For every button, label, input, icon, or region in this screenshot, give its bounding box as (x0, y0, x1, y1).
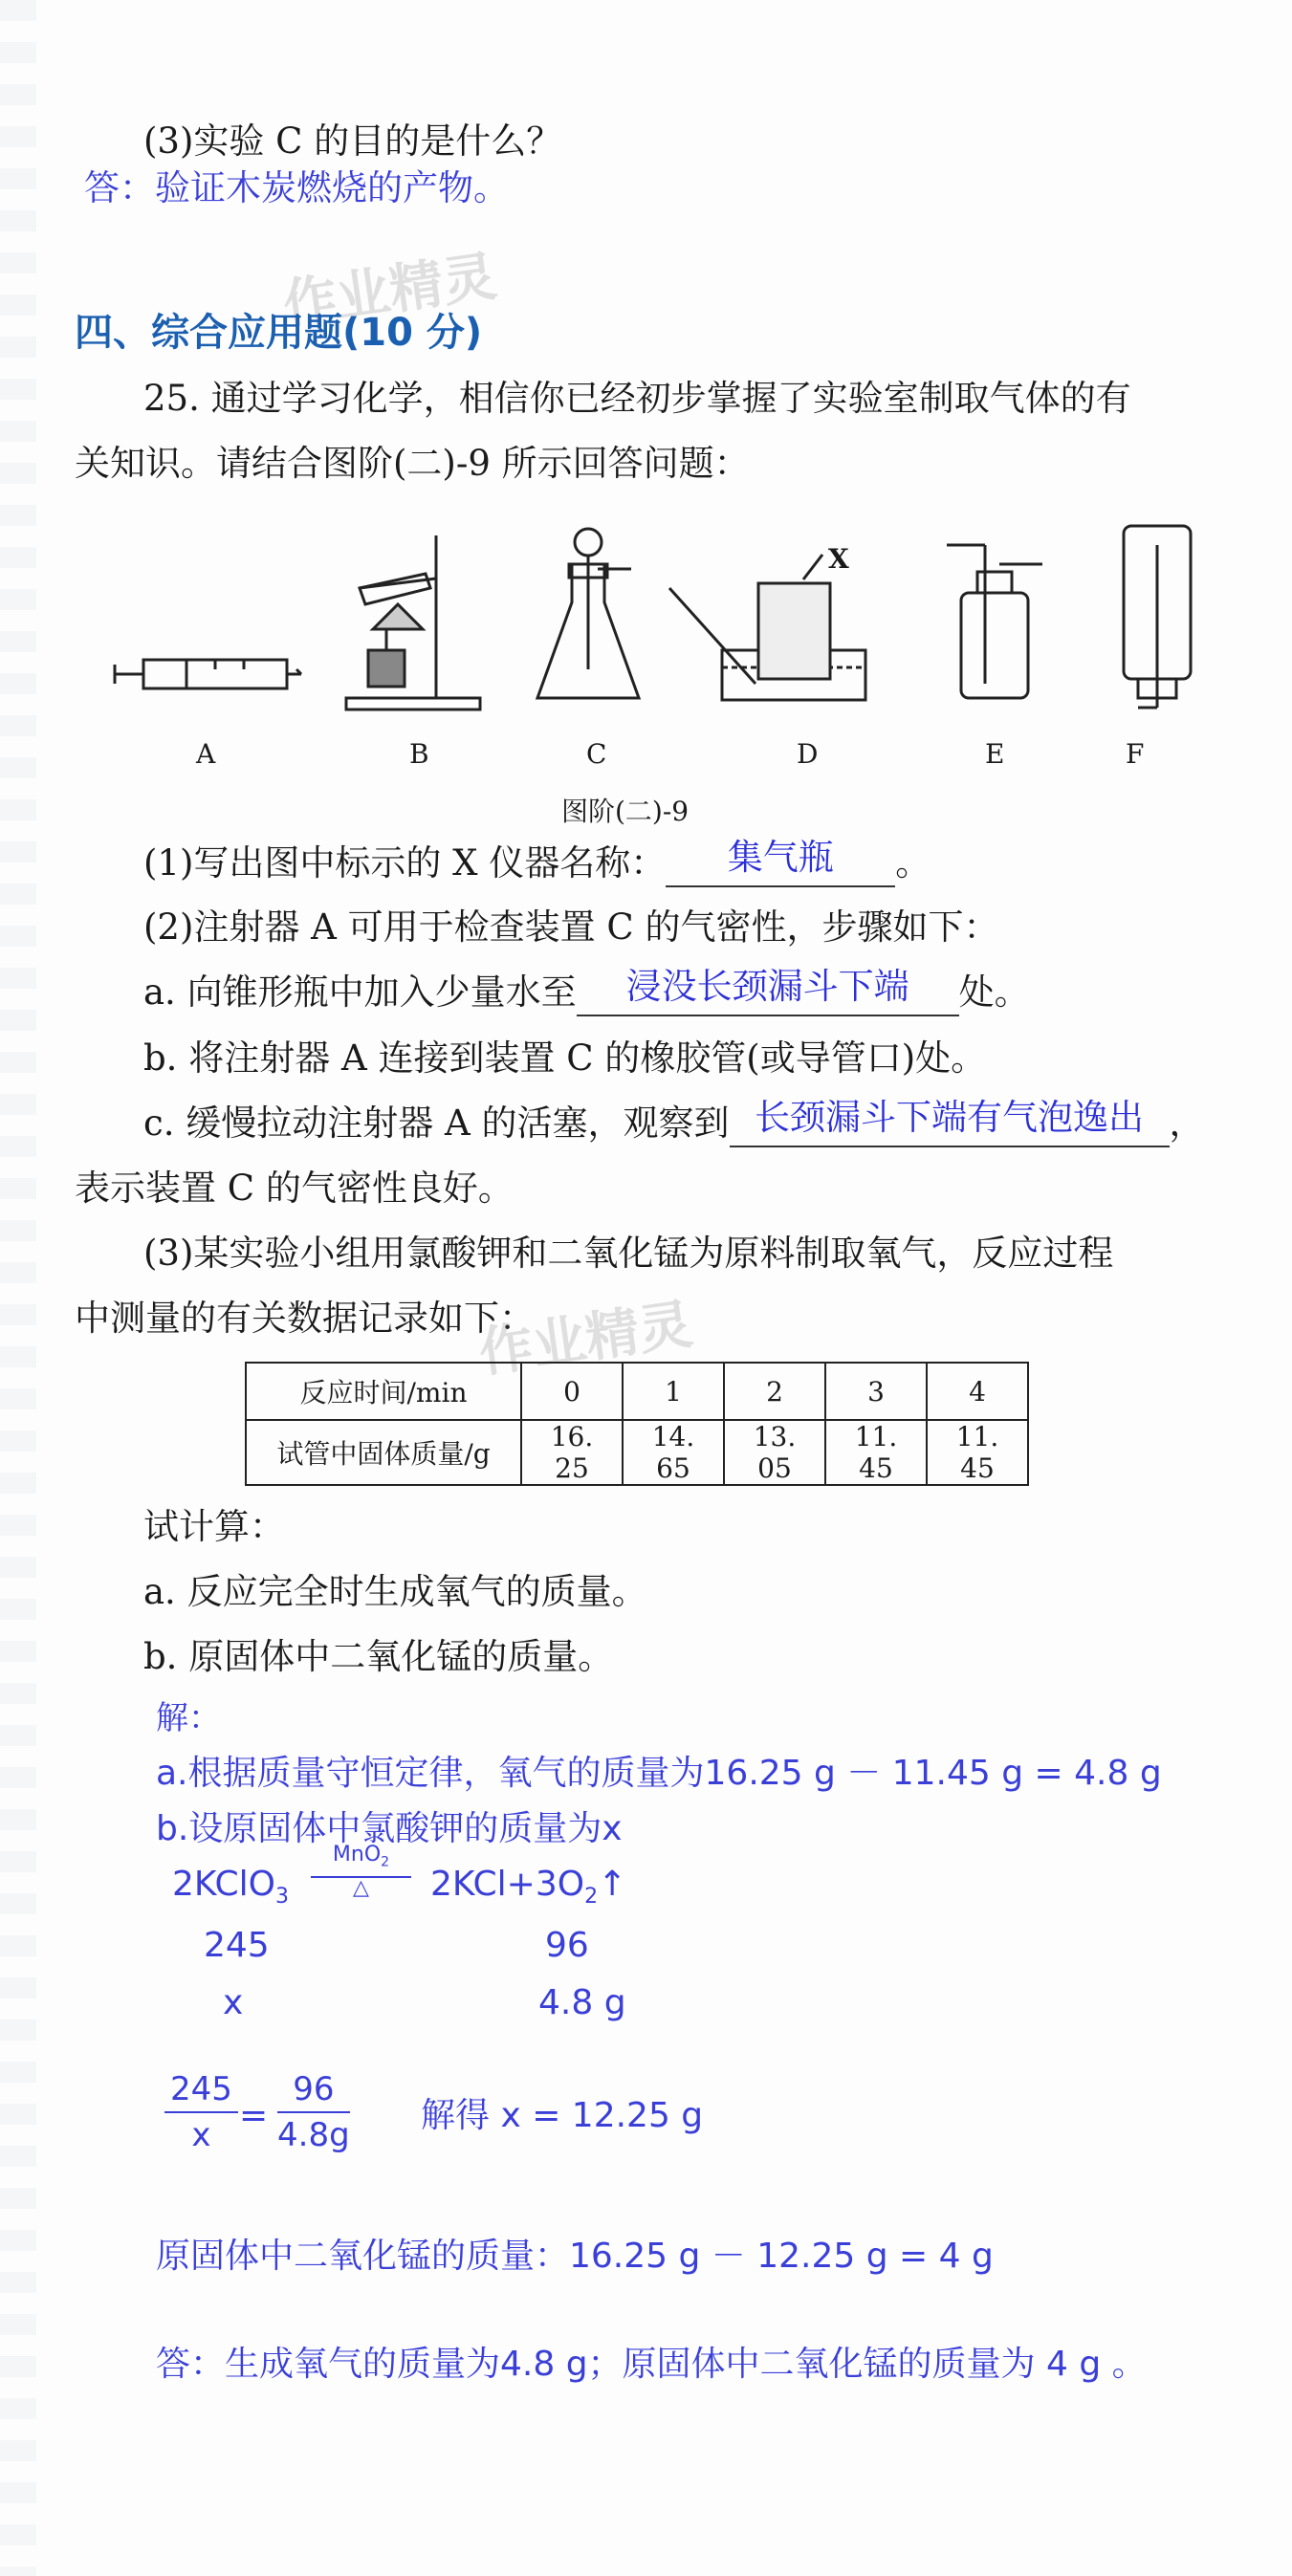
table-cell: 3 (825, 1363, 927, 1420)
table-cell: 14. 65 (623, 1420, 724, 1485)
question-2c-line2: 表示装置 C 的气密性良好。 (75, 1168, 514, 1209)
table-cell: 1 (623, 1363, 724, 1420)
final-answer: 答：生成氧气的质量为4.8 g；原固体中二氧化锰的质量为 4 g 。 (156, 2345, 1147, 2384)
equation-heat: △ (353, 1876, 369, 1900)
calc-a: a. 反应完全时生成氧气的质量。 (143, 1571, 647, 1612)
water-trough-d (669, 555, 865, 700)
question-2c: c. 缓慢拉动注射器 A 的活塞，观察到 长颈漏斗下端有气泡逸出 ， (143, 1100, 1205, 1147)
solution-line-a: a.根据质量守恒定律，氧气的质量为16.25 g － 11.45 g = 4.8 g (156, 1754, 1162, 1793)
watermark: 作业精灵 (279, 245, 501, 338)
table-row (246, 1420, 1028, 1485)
watermark: 作业精灵 (475, 1293, 697, 1386)
question-2b: b. 将注射器 A 连接到装置 C 的橡胶管(或导管口)处。 (143, 1037, 987, 1079)
equation-catalyst: MnO$_2$ (311, 1841, 411, 1878)
ratio-96: 96 (545, 1926, 589, 1965)
question-1: (1)写出图中标示的 X 仪器名称： 集气瓶 。 (143, 840, 931, 887)
chemical-equation-right: $2KCl+3O_2↑$ (430, 1865, 627, 1910)
q25-intro-line1: 25. 通过学习化学，相信你已经初步掌握了实验室制取气体的有 (143, 378, 1131, 419)
calc-heading: 试计算： (143, 1506, 285, 1547)
fraction-245-x: $\frac{245}{x}$ (164, 2067, 238, 2157)
heating-setup-b (346, 535, 480, 709)
gas-bottle-e (947, 545, 1042, 698)
conical-flask-c (537, 529, 639, 698)
figure-label-a: A (196, 738, 216, 770)
gas-bottle-f (1124, 526, 1191, 708)
table-header-time: 反应时间/min (246, 1363, 521, 1420)
figure-label-e: E (985, 738, 1005, 770)
result-x: 解得 x = 12.25 g (421, 2096, 704, 2135)
table-cell: 11. 45 (927, 1420, 1028, 1485)
solution-label: 解： (156, 1699, 221, 1737)
figure-caption: 图阶(二)-9 (561, 796, 690, 827)
q25-intro-line2: 关知识。请结合图阶(二)-9 所示回答问题： (75, 443, 750, 484)
apparatus-figure (96, 516, 1205, 727)
figure-label-b: B (409, 738, 429, 770)
figure-label-c: C (586, 738, 607, 770)
question-3-line1: (3)某实验小组用氯酸钾和二氧化锰为原料制取氧气，反应过程 (143, 1233, 1114, 1274)
chemical-equation-left: 2KClO$_3$ (172, 1865, 290, 1910)
equals-sign: = (239, 2096, 269, 2135)
question-2: (2)注射器 A 可用于检查装置 C 的气密性，步骤如下： (143, 906, 999, 948)
x-marker-label: X (828, 543, 849, 575)
page-edge-decoration (0, 0, 36, 2576)
q3-answer: 答：验证木炭燃烧的产物。 (84, 167, 509, 208)
answer-2a: 浸没长颈漏斗下端 (625, 966, 909, 1007)
table-cell: 16. 25 (521, 1420, 623, 1485)
question-2a: a. 向锥形瓶中加入少量水至 浸没长颈漏斗下端 处。 (143, 969, 1030, 1016)
ratio-4-8: 4.8 g (538, 1983, 626, 2022)
table-cell: 4 (927, 1363, 1028, 1420)
table-header-mass: 试管中固体质量/g (246, 1420, 521, 1485)
calc-b: b. 原固体中二氧化锰的质量。 (143, 1636, 614, 1677)
q3-question: (3)实验 C 的目的是什么？ (143, 120, 562, 162)
solution-line-b: b.设原固体中氯酸钾的质量为x (156, 1809, 623, 1848)
figure-label-f: F (1126, 738, 1145, 770)
mno2-mass-line: 原固体中二氧化锰的质量：16.25 g － 12.25 g = 4 g (156, 2237, 994, 2276)
figure-label-d: D (797, 738, 819, 770)
ratio-x: x (223, 1983, 244, 2022)
table-cell: 11. 45 (825, 1420, 927, 1485)
table-cell: 2 (724, 1363, 825, 1420)
fraction-96-4-8g: $\frac{96}{4.8g}$ (277, 2067, 350, 2157)
table-cell: 13. 05 (724, 1420, 825, 1485)
table-cell: 0 (521, 1363, 623, 1420)
answer-1: 集气瓶 (727, 837, 834, 878)
question-3-line2: 中测量的有关数据记录如下： (75, 1298, 535, 1339)
syringe-a (115, 660, 301, 688)
answer-2c: 长颈漏斗下端有气泡逸出 (755, 1097, 1144, 1138)
ratio-245: 245 (204, 1926, 270, 1965)
table-row (246, 1363, 1028, 1420)
section-title: 四、综合应用题(10 分) (75, 311, 483, 355)
data-table (245, 1362, 1029, 1486)
